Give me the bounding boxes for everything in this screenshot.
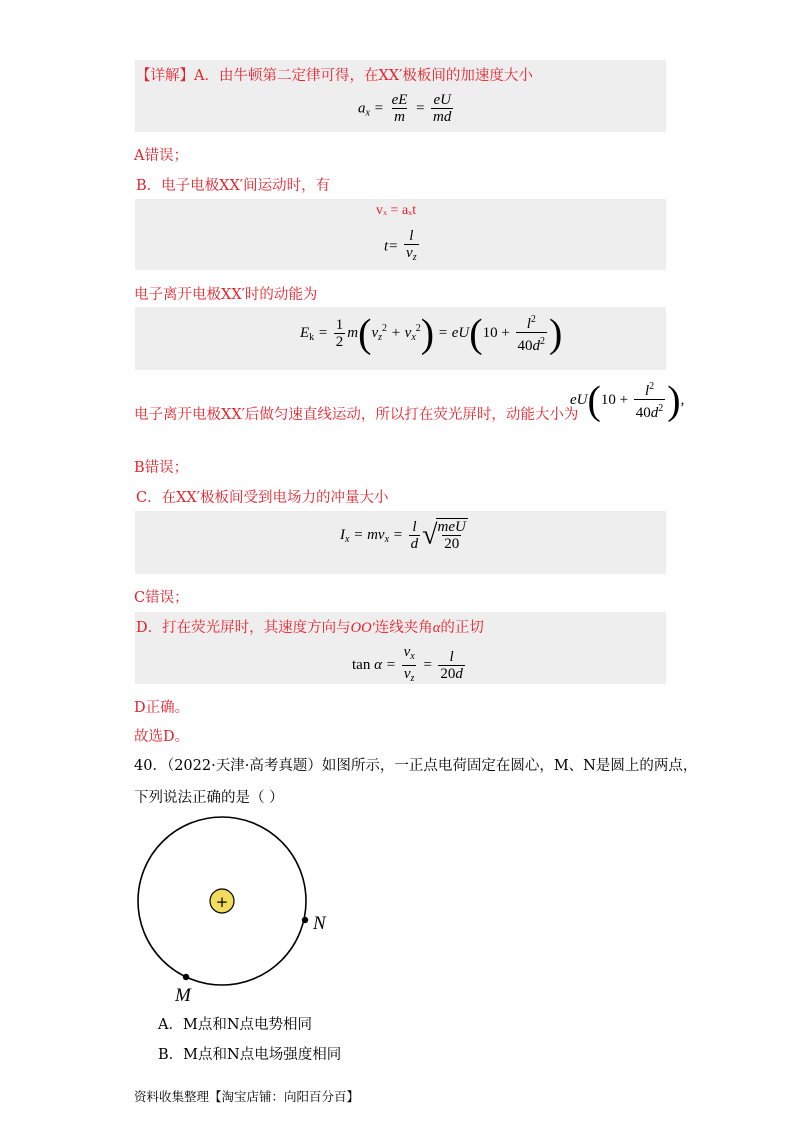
charge-circle-figure bbox=[120, 810, 350, 1010]
leave-ke-text: 电子离开电极XX′时的动能为 bbox=[134, 287, 318, 303]
formula-ke-inline: eU(10 + $\frac{l^2}{40d^2}$ ), bbox=[570, 377, 685, 423]
label-m: M bbox=[175, 985, 191, 1006]
formula-t: t= $\frac{l}{v_z}$ bbox=[384, 228, 421, 266]
point-m-dot bbox=[183, 974, 189, 980]
b-intro: B．电子电极XX′间运动时，有 bbox=[136, 178, 331, 194]
d-intro-a: D．打在荧光屏时，其速度方向与 bbox=[136, 620, 351, 636]
label-n: N bbox=[313, 913, 326, 934]
formula-ix: $I_x = mv_x$ = $\frac{l}{d}$ √ $\frac{\text{meU}}{20}$ bbox=[340, 518, 466, 552]
c-wrong: C错误； bbox=[134, 590, 189, 606]
choose-d: 故选D。 bbox=[134, 729, 190, 745]
option-a: A．M点和N点电势相同 bbox=[158, 1017, 313, 1033]
d-intro-b: 连线夹角 bbox=[374, 620, 433, 636]
q40-line2: 下列说法正确的是（ ） bbox=[134, 790, 284, 806]
formula-tan: tan α = $\frac{v_x}{v_z}$ = $\frac{l}{20d}$ bbox=[352, 644, 467, 687]
detail-line-a bbox=[136, 64, 533, 85]
d-intro bbox=[136, 616, 484, 637]
c-intro: C．在XX′极板间受到电场力的冲量大小 bbox=[136, 490, 389, 506]
formula-ax: $a_x$ = $\frac{eE}{m}$ = $\frac{eU}{md}$ bbox=[358, 92, 452, 125]
d-intro-c: 的正切 bbox=[440, 620, 484, 636]
option-b: B．M点和N点电场强度相同 bbox=[158, 1047, 342, 1063]
page-footer: 资料收集整理【淘宝店铺：向阳百分百】 bbox=[134, 1089, 360, 1104]
q40-line1: 40．（2022·天津·高考真题）如图所示，一正点电荷固定在圆心，M、N是圆上的两点， bbox=[134, 758, 698, 774]
formula-ek: $E_k$ = $\frac{1}{2}$ $m(v_z^2 + v_x^2) = eU(10$ + $\frac{l^2}{40d^2}$ ) bbox=[300, 310, 563, 356]
charge-sign: + bbox=[215, 893, 229, 911]
point-n-dot bbox=[302, 917, 308, 923]
d-right: D正确。 bbox=[134, 700, 190, 716]
detail-tag: 【详解】 bbox=[136, 68, 194, 84]
a-wrong: A错误； bbox=[134, 148, 188, 164]
formula-vx: vₓ = aₓt bbox=[376, 203, 417, 218]
d-intro-oo: OO′ bbox=[350, 620, 375, 636]
after-leave-text: 电子离开电极XX′后做匀速直线运动，所以打在荧光屏时，动能大小为 bbox=[134, 407, 579, 423]
d-intro-alpha: α bbox=[432, 620, 441, 636]
b-wrong: B错误； bbox=[134, 460, 189, 476]
detail-a-text: A．由牛顿第二定律可得，在XX′极板间的加速度大小 bbox=[194, 68, 533, 84]
